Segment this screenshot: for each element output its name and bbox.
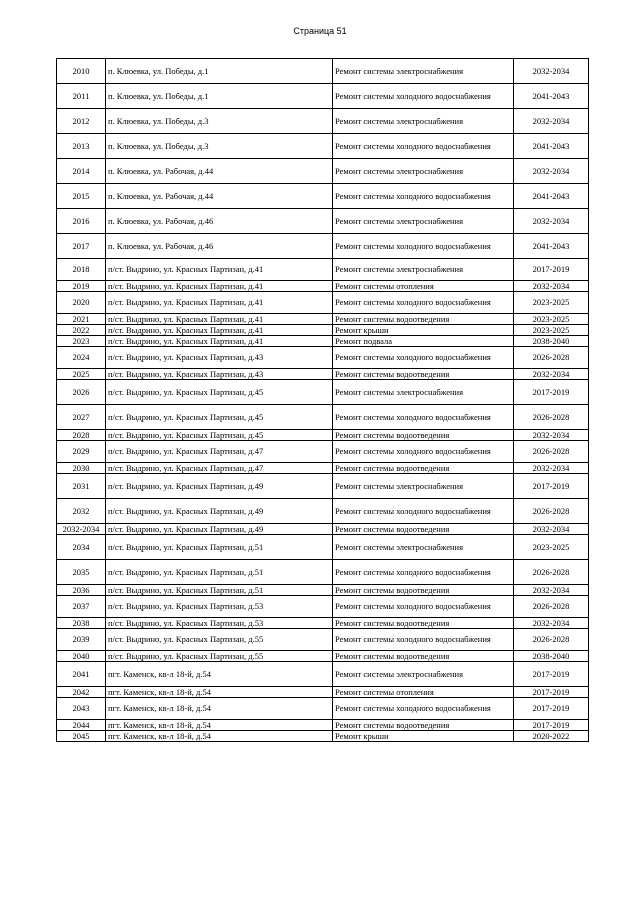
work-type-cell: Ремонт крыши bbox=[333, 325, 514, 336]
period-cell: 2032-2034 bbox=[514, 463, 589, 474]
work-type-cell: Ремонт системы холодного водоснабжения bbox=[333, 234, 514, 259]
address-cell: п/ст. Выдрино, ул. Красных Партизан, д.45 bbox=[106, 380, 333, 405]
address-cell: п. Клюевка, ул. Рабочая, д.44 bbox=[106, 159, 333, 184]
row-number-cell: 2026 bbox=[57, 380, 106, 405]
table-row bbox=[57, 347, 589, 369]
work-type-cell: Ремонт системы холодного водоснабжения bbox=[333, 134, 514, 159]
table-row bbox=[57, 698, 589, 720]
address-cell: п/ст. Выдрино, ул. Красных Партизан, д.43 bbox=[106, 369, 333, 380]
table-row bbox=[57, 325, 589, 336]
row-number-cell: 2042 bbox=[57, 687, 106, 698]
table-row bbox=[57, 209, 589, 234]
work-type-cell: Ремонт крыши bbox=[333, 731, 514, 742]
work-type-cell: Ремонт системы водоотведения bbox=[333, 430, 514, 441]
work-type-cell: Ремонт системы отопления bbox=[333, 687, 514, 698]
work-type-cell: Ремонт системы водоотведения bbox=[333, 651, 514, 662]
work-type-cell: Ремонт системы водоотведения bbox=[333, 314, 514, 325]
address-cell: п/ст. Выдрино, ул. Красных Партизан, д.43 bbox=[106, 347, 333, 369]
work-type-cell: Ремонт системы электроснабжения bbox=[333, 109, 514, 134]
table-row bbox=[57, 336, 589, 347]
work-type-cell: Ремонт системы электроснабжения bbox=[333, 209, 514, 234]
period-cell: 2026-2028 bbox=[514, 499, 589, 524]
table-row bbox=[57, 134, 589, 159]
table-row bbox=[57, 441, 589, 463]
work-type-cell: Ремонт системы электроснабжения bbox=[333, 380, 514, 405]
work-type-cell: Ремонт системы холодного водоснабжения bbox=[333, 441, 514, 463]
period-cell: 2032-2034 bbox=[514, 159, 589, 184]
period-cell: 2017-2019 bbox=[514, 698, 589, 720]
row-number-cell: 2027 bbox=[57, 405, 106, 430]
address-cell: п/ст. Выдрино, ул. Красных Партизан, д.51 bbox=[106, 585, 333, 596]
row-number-cell: 2045 bbox=[57, 731, 106, 742]
table-row bbox=[57, 109, 589, 134]
row-number-cell: 2036 bbox=[57, 585, 106, 596]
period-cell: 2023-2025 bbox=[514, 292, 589, 314]
period-cell: 2017-2019 bbox=[514, 474, 589, 499]
work-type-cell: Ремонт системы холодного водоснабжения bbox=[333, 560, 514, 585]
address-cell: п/ст. Выдрино, ул. Красных Партизан, д.41 bbox=[106, 281, 333, 292]
period-cell: 2026-2028 bbox=[514, 405, 589, 430]
row-number-cell: 2041 bbox=[57, 662, 106, 687]
table-row bbox=[57, 560, 589, 585]
row-number-cell: 2024 bbox=[57, 347, 106, 369]
work-type-cell: Ремонт системы электроснабжения bbox=[333, 259, 514, 281]
period-cell: 2017-2019 bbox=[514, 380, 589, 405]
address-cell: п/ст. Выдрино, ул. Красных Партизан, д.51 bbox=[106, 535, 333, 560]
table-row bbox=[57, 474, 589, 499]
period-cell: 2017-2019 bbox=[514, 687, 589, 698]
table-row bbox=[57, 59, 589, 84]
work-type-cell: Ремонт подвала bbox=[333, 336, 514, 347]
period-cell: 2038-2040 bbox=[514, 336, 589, 347]
row-number-cell: 2018 bbox=[57, 259, 106, 281]
address-cell: п/ст. Выдрино, ул. Красных Партизан, д.41 bbox=[106, 336, 333, 347]
address-cell: п/ст. Выдрино, ул. Красных Партизан, д.45 bbox=[106, 430, 333, 441]
row-number-cell: 2039 bbox=[57, 629, 106, 651]
table-row bbox=[57, 281, 589, 292]
address-cell: п/ст. Выдрино, ул. Красных Партизан, д.49 bbox=[106, 474, 333, 499]
work-type-cell: Ремонт системы холодного водоснабжения bbox=[333, 84, 514, 109]
row-number-cell: 2025 bbox=[57, 369, 106, 380]
table-row bbox=[57, 596, 589, 618]
row-number-cell: 2013 bbox=[57, 134, 106, 159]
row-number-cell: 2034 bbox=[57, 535, 106, 560]
period-cell: 2032-2034 bbox=[514, 430, 589, 441]
work-type-cell: Ремонт системы холодного водоснабжения bbox=[333, 499, 514, 524]
work-type-cell: Ремонт системы водоотведения bbox=[333, 463, 514, 474]
table-row bbox=[57, 314, 589, 325]
row-number-cell: 2029 bbox=[57, 441, 106, 463]
table-row bbox=[57, 184, 589, 209]
period-cell: 2041-2043 bbox=[514, 234, 589, 259]
table-row bbox=[57, 159, 589, 184]
table-row bbox=[57, 651, 589, 662]
address-cell: п. Клюевка, ул. Рабочая, д.44 bbox=[106, 184, 333, 209]
work-type-cell: Ремонт системы холодного водоснабжения bbox=[333, 698, 514, 720]
address-cell: п. Клюевка, ул. Победы, д.1 bbox=[106, 59, 333, 84]
page-number: Страница 51 bbox=[293, 26, 347, 36]
row-number-cell: 2021 bbox=[57, 314, 106, 325]
work-type-cell: Ремонт системы холодного водоснабжения bbox=[333, 347, 514, 369]
address-cell: п/ст. Выдрино, ул. Красных Партизан, д.41 bbox=[106, 259, 333, 281]
work-type-cell: Ремонт системы холодного водоснабжения bbox=[333, 629, 514, 651]
work-type-cell: Ремонт системы водоотведения bbox=[333, 618, 514, 629]
table-row bbox=[57, 292, 589, 314]
address-cell: п/ст. Выдрино, ул. Красных Партизан, д.41 bbox=[106, 325, 333, 336]
address-cell: п/ст. Выдрино, ул. Красных Партизан, д.49 bbox=[106, 499, 333, 524]
table-row bbox=[57, 731, 589, 742]
address-cell: пгт. Каменск, кв-л 18-й, д.54 bbox=[106, 731, 333, 742]
table-row bbox=[57, 524, 589, 535]
row-number-cell: 2011 bbox=[57, 84, 106, 109]
row-number-cell: 2017 bbox=[57, 234, 106, 259]
address-cell: п/ст. Выдрино, ул. Красных Партизан, д.47 bbox=[106, 463, 333, 474]
table-row bbox=[57, 662, 589, 687]
table-row bbox=[57, 618, 589, 629]
period-cell: 2041-2043 bbox=[514, 184, 589, 209]
table-row bbox=[57, 535, 589, 560]
address-cell: п/ст. Выдрино, ул. Красных Партизан, д.53 bbox=[106, 596, 333, 618]
row-number-cell: 2044 bbox=[57, 720, 106, 731]
address-cell: п. Клюевка, ул. Рабочая, д.46 bbox=[106, 234, 333, 259]
work-type-cell: Ремонт системы холодного водоснабжения bbox=[333, 405, 514, 430]
address-cell: п/ст. Выдрино, ул. Красных Партизан, д.55 bbox=[106, 651, 333, 662]
address-cell: п. Клюевка, ул. Победы, д.3 bbox=[106, 134, 333, 159]
period-cell: 2032-2034 bbox=[514, 109, 589, 134]
address-cell: п. Клюевка, ул. Победы, д.3 bbox=[106, 109, 333, 134]
row-number-cell: 2040 bbox=[57, 651, 106, 662]
period-cell: 2023-2025 bbox=[514, 325, 589, 336]
period-cell: 2023-2025 bbox=[514, 314, 589, 325]
address-cell: п/ст. Выдрино, ул. Красных Партизан, д.51 bbox=[106, 560, 333, 585]
period-cell: 2026-2028 bbox=[514, 596, 589, 618]
table-row bbox=[57, 629, 589, 651]
period-cell: 2038-2040 bbox=[514, 651, 589, 662]
table-row bbox=[57, 234, 589, 259]
row-number-cell: 2038 bbox=[57, 618, 106, 629]
address-cell: пгт. Каменск, кв-л 18-й, д.54 bbox=[106, 662, 333, 687]
table-row bbox=[57, 687, 589, 698]
row-number-cell: 2028 bbox=[57, 430, 106, 441]
table-row bbox=[57, 369, 589, 380]
row-number-cell: 2012 bbox=[57, 109, 106, 134]
address-cell: п/ст. Выдрино, ул. Красных Партизан, д.53 bbox=[106, 618, 333, 629]
table-row bbox=[57, 430, 589, 441]
address-cell: п/ст. Выдрино, ул. Красных Партизан, д.41 bbox=[106, 314, 333, 325]
table-row bbox=[57, 380, 589, 405]
address-cell: пгт. Каменск, кв-л 18-й, д.54 bbox=[106, 698, 333, 720]
address-cell: п. Клюевка, ул. Победы, д.1 bbox=[106, 84, 333, 109]
period-cell: 2026-2028 bbox=[514, 629, 589, 651]
table-row bbox=[57, 499, 589, 524]
period-cell: 2032-2034 bbox=[514, 618, 589, 629]
row-number-cell: 2022 bbox=[57, 325, 106, 336]
address-cell: пгт. Каменск, кв-л 18-й, д.54 bbox=[106, 687, 333, 698]
works-table bbox=[56, 58, 589, 742]
table-row bbox=[57, 259, 589, 281]
table-row bbox=[57, 463, 589, 474]
row-number-cell: 2030 bbox=[57, 463, 106, 474]
period-cell: 2026-2028 bbox=[514, 560, 589, 585]
period-cell: 2032-2034 bbox=[514, 59, 589, 84]
period-cell: 2017-2019 bbox=[514, 662, 589, 687]
row-number-cell: 2037 bbox=[57, 596, 106, 618]
work-type-cell: Ремонт системы отопления bbox=[333, 281, 514, 292]
address-cell: п. Клюевка, ул. Рабочая, д.46 bbox=[106, 209, 333, 234]
work-type-cell: Ремонт системы электроснабжения bbox=[333, 59, 514, 84]
period-cell: 2026-2028 bbox=[514, 441, 589, 463]
work-type-cell: Ремонт системы электроснабжения bbox=[333, 662, 514, 687]
work-type-cell: Ремонт системы водоотведения bbox=[333, 720, 514, 731]
work-type-cell: Ремонт системы водоотведения bbox=[333, 524, 514, 535]
work-type-cell: Ремонт системы холодного водоснабжения bbox=[333, 184, 514, 209]
row-number-cell: 2031 bbox=[57, 474, 106, 499]
work-type-cell: Ремонт системы холодного водоснабжения bbox=[333, 596, 514, 618]
row-number-cell: 2016 bbox=[57, 209, 106, 234]
row-number-cell: 2010 bbox=[57, 59, 106, 84]
period-cell: 2041-2043 bbox=[514, 134, 589, 159]
period-cell: 2020-2022 bbox=[514, 731, 589, 742]
work-type-cell: Ремонт системы водоотведения bbox=[333, 585, 514, 596]
work-type-cell: Ремонт системы электроснабжения bbox=[333, 159, 514, 184]
address-cell: п/ст. Выдрино, ул. Красных Партизан, д.49 bbox=[106, 524, 333, 535]
row-number-cell: 2032 bbox=[57, 499, 106, 524]
address-cell: п/ст. Выдрино, ул. Красных Партизан, д.45 bbox=[106, 405, 333, 430]
period-cell: 2023-2025 bbox=[514, 535, 589, 560]
period-cell: 2017-2019 bbox=[514, 259, 589, 281]
address-cell: п/ст. Выдрино, ул. Красных Партизан, д.41 bbox=[106, 292, 333, 314]
row-number-cell: 2020 bbox=[57, 292, 106, 314]
work-type-cell: Ремонт системы электроснабжения bbox=[333, 535, 514, 560]
period-cell: 2032-2034 bbox=[514, 209, 589, 234]
address-cell: п/ст. Выдрино, ул. Красных Партизан, д.55 bbox=[106, 629, 333, 651]
work-type-cell: Ремонт системы водоотведения bbox=[333, 369, 514, 380]
address-cell: п/ст. Выдрино, ул. Красных Партизан, д.47 bbox=[106, 441, 333, 463]
period-cell: 2026-2028 bbox=[514, 347, 589, 369]
works-table-body bbox=[57, 59, 589, 742]
period-cell: 2041-2043 bbox=[514, 84, 589, 109]
period-cell: 2017-2019 bbox=[514, 720, 589, 731]
row-number-cell: 2043 bbox=[57, 698, 106, 720]
table-row bbox=[57, 84, 589, 109]
period-cell: 2032-2034 bbox=[514, 281, 589, 292]
address-cell: пгт. Каменск, кв-л 18-й, д.54 bbox=[106, 720, 333, 731]
row-number-cell: 2019 bbox=[57, 281, 106, 292]
period-cell: 2032-2034 bbox=[514, 585, 589, 596]
work-type-cell: Ремонт системы холодного водоснабжения bbox=[333, 292, 514, 314]
table-row bbox=[57, 405, 589, 430]
row-number-cell: 2015 bbox=[57, 184, 106, 209]
table-row bbox=[57, 585, 589, 596]
work-type-cell: Ремонт системы электроснабжения bbox=[333, 474, 514, 499]
row-number-cell: 2035 bbox=[57, 560, 106, 585]
row-number-cell: 2014 bbox=[57, 159, 106, 184]
row-number-cell: 2023 bbox=[57, 336, 106, 347]
period-cell: 2032-2034 bbox=[514, 369, 589, 380]
row-number-cell: 2032-2034 bbox=[57, 524, 106, 535]
table-row bbox=[57, 720, 589, 731]
period-cell: 2032-2034 bbox=[514, 524, 589, 535]
